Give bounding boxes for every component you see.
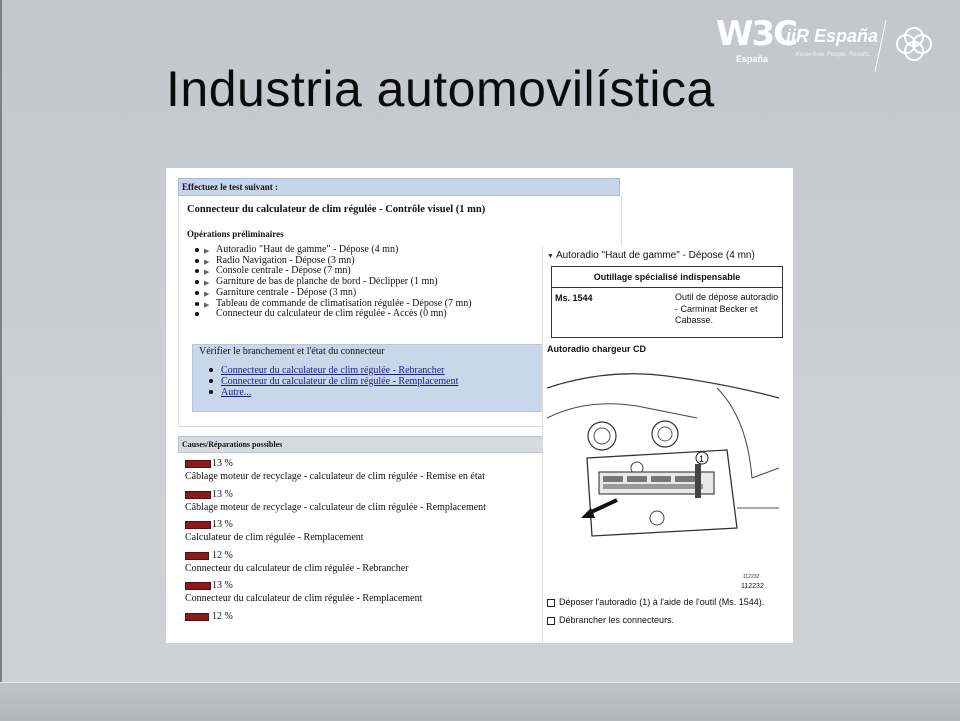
figure-ref-small: 112232 — [743, 574, 760, 580]
probability-bar — [185, 613, 209, 621]
probability-label: 13 % — [212, 519, 233, 530]
slide-left-border — [0, 0, 2, 720]
overlay-subtitle: Autoradio chargeur CD — [547, 344, 647, 354]
step-item: Déposer l'autoradio (1) à l'aide de l'outil (Ms. 1544). — [547, 597, 764, 607]
w3c-logo-subtitle: España — [736, 54, 769, 64]
expand-arrow-icon[interactable]: ▶ — [204, 247, 210, 255]
iir-logo: iiR España — [786, 26, 879, 46]
probability-label: 13 % — [212, 488, 233, 500]
expand-arrow-icon[interactable]: ▶ — [204, 279, 210, 288]
overlay-title[interactable]: ▼ Autoradio "Haut de gamme" - Dépose (4 mn) — [547, 250, 755, 261]
operations-list — [184, 245, 472, 320]
cause-label: Câblage moteur de recyclage - calculateur de clim régulée - Remplacement — [185, 501, 486, 513]
dashboard-illustration — [547, 358, 779, 594]
probability-bar — [185, 582, 211, 590]
operation-item: Connecteur du calculateur de clim régulée - Accès (0 mn) — [184, 309, 472, 320]
tool-code: Ms. 1544 — [555, 293, 593, 303]
operations-title: Opérations préliminaires — [187, 229, 284, 239]
overlay-panel — [542, 246, 783, 643]
tooling-table — [551, 266, 783, 338]
operation-item[interactable]: ▶ Autoradio "Haut de gamme" - Dépose (4 mn) — [184, 245, 472, 256]
cause-label: Connecteur du calculateur de clim régulée - Rebrancher — [185, 562, 409, 574]
tool-description: Outil de dépose autoradio - Carminat Becker et Cabasse. — [675, 292, 779, 325]
tooling-header: Outillage spécialisé indispensable — [552, 267, 782, 288]
iir-tagline: Know-how. People. Results. — [796, 52, 871, 58]
operation-item[interactable]: ▶ Radio Navigation - Dépose (3 mn) — [184, 256, 472, 267]
slide-title: Industria automovilística — [166, 61, 715, 117]
probability-bar — [185, 460, 211, 468]
probability-label: 12 % — [212, 549, 233, 561]
test-header: Effectuez le test suivant : — [178, 178, 620, 196]
checkbox-icon[interactable] — [547, 599, 555, 607]
verify-link-remplacement[interactable]: Connecteur du calculateur de clim régulée - Remplacement — [206, 376, 458, 387]
verify-link-rebrancher[interactable]: Connecteur du calculateur de clim régulée - Rebrancher — [206, 365, 458, 376]
partner-logos — [716, 14, 946, 74]
cause-label: Connecteur du calculateur de clim régulée - Remplacement — [185, 593, 423, 604]
test-title: Connecteur du calculateur de clim régulée - Contrôle visuel (1 mn) — [187, 204, 486, 215]
expand-arrow-icon[interactable]: ▶ — [204, 300, 210, 309]
figure-ref: 112232 — [741, 583, 764, 590]
w3c-logo: W3C — [716, 14, 797, 54]
verify-link-autre[interactable]: Autre... — [206, 387, 458, 398]
slide-footer-band — [0, 682, 960, 721]
callout-number: 1 — [699, 454, 705, 464]
diagnostic-screenshot — [166, 168, 793, 643]
probability-bar — [185, 521, 211, 529]
cause-label: Câblage moteur de recyclage - calculateur de clim régulée - Remise en état — [185, 471, 485, 482]
operation-item[interactable]: ▶ Garniture centrale - Dépose (3 mn) — [184, 288, 472, 299]
verify-title: Vérifier le branchement et l'état du connecteur — [199, 346, 385, 357]
verify-links — [206, 365, 458, 398]
operation-item[interactable]: ▶ Console centrale - Dépose (7 mn) — [184, 266, 472, 277]
collapse-caret-icon[interactable]: ▼ — [547, 253, 554, 260]
expand-arrow-icon[interactable]: ▶ — [204, 257, 210, 266]
probability-bar — [185, 491, 211, 499]
probability-label: 13 % — [212, 580, 233, 591]
operation-item[interactable]: ▶ Tableau de commande de climatisation régulée - Dépose (7 mn) — [184, 299, 472, 310]
expand-arrow-icon[interactable]: ▶ — [204, 289, 210, 298]
cause-label: Calculateur de clim régulée - Remplacement — [185, 532, 364, 543]
causes-header: Causes/Réparations possibles — [178, 436, 620, 453]
probability-label: 13 % — [212, 458, 233, 469]
checkbox-icon[interactable] — [547, 617, 555, 625]
monogram-seal-icon — [894, 24, 934, 64]
expand-arrow-icon[interactable]: ▶ — [204, 268, 210, 277]
probability-label: 12 % — [212, 610, 233, 622]
probability-bar — [185, 552, 209, 560]
operation-item[interactable]: ▶ Garniture de bas de planche de bord - Déclipper (1 mn) — [184, 277, 472, 288]
step-item: Débrancher les connecteurs. — [547, 615, 674, 625]
